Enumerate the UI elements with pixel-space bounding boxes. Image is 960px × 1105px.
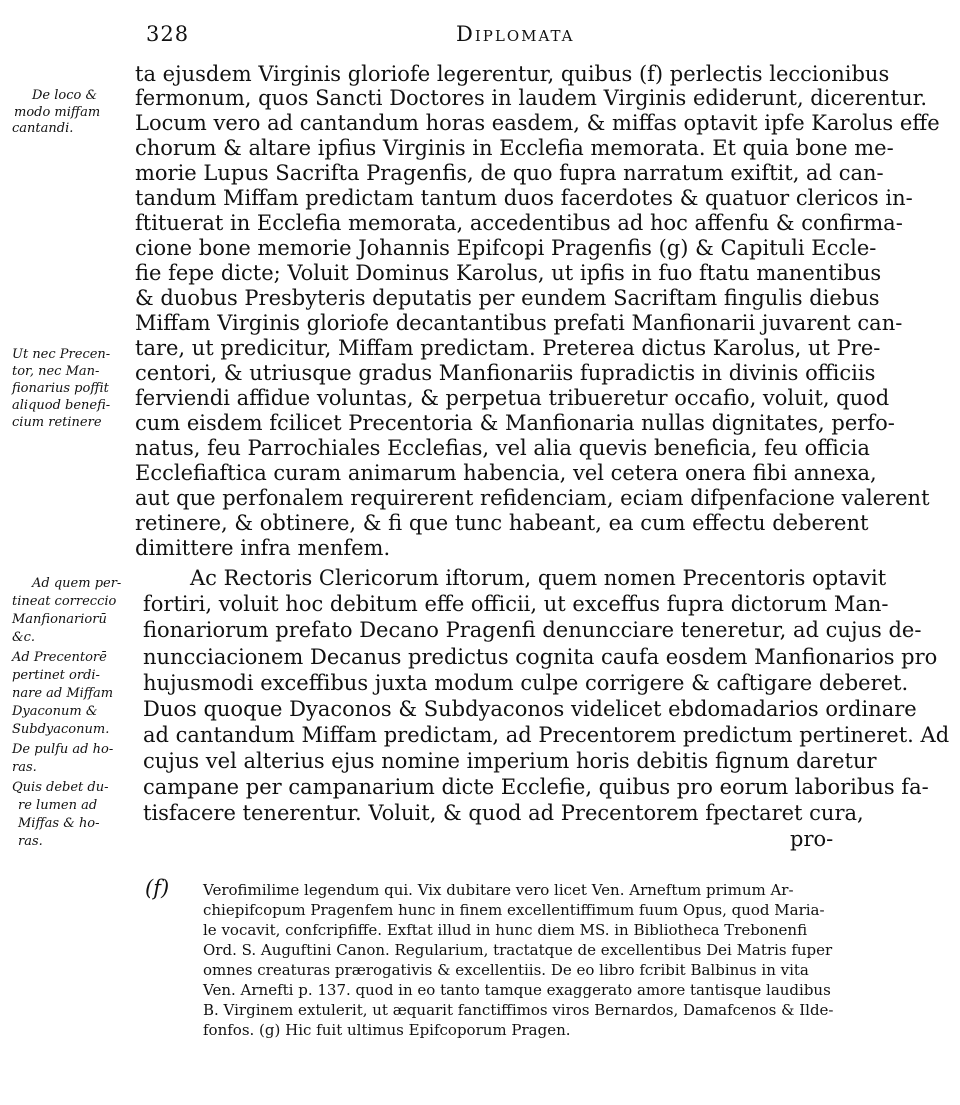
margin-note: De pulfu ad ho- — [12, 742, 114, 757]
text-line: chorum & altare ipfius Virginis in Ecclefia memorata. Et quia bone me- — [135, 136, 894, 160]
footnote-line: Verofimilime legendum qui. Vix dubitare vero licet Ven. Arneftum primum Ar- — [203, 881, 794, 899]
footnote-line: le vocavit, confcripfiffe. Exftat illud in hunc diem MS. in Bibliotheca Trebonenfi — [203, 921, 808, 939]
margin-note: Quis debet du- — [12, 780, 109, 795]
margin-note: tor, nec Man- — [12, 364, 100, 379]
margin-note: Subdyaconum. — [12, 722, 110, 737]
text-line: fionariorum prefato Decano Pragenfi denuncciare teneretur, ad cujus de- — [143, 618, 922, 642]
text-line: Ac Rectoris Clericorum iftorum, quem nomen Precentoris optavit — [190, 566, 887, 590]
margin-note: Miffas & ho- — [18, 816, 100, 831]
text-line: cujus vel alterius ejus nomine imperium horis debitis fignum daretur — [143, 749, 877, 773]
text-line: ftituerat in Ecclefia memorata, accedentibus ad hoc affenfu & confirma- — [135, 211, 903, 235]
text-line: fie fepe dicte; Voluit Dominus Karolus, ut ipfis in fuo ftatu manentibus — [135, 261, 882, 285]
margin-note: fionarius poffit — [12, 381, 109, 396]
text-line: natus, feu Parrochiales Ecclefias, vel alia quevis beneficia, feu officia — [135, 436, 870, 460]
footnotes — [0, 870, 960, 1070]
margin-note: tineat correccio — [12, 594, 117, 609]
text-line: tare, ut predicitur, Miffam predictam. Preterea dictus Karolus, ut Pre- — [135, 336, 881, 360]
text-line: campane per campanarium dicte Ecclefie, quibus pro eorum laboribus fa- — [143, 775, 929, 799]
margin-note: De loco & — [32, 88, 98, 103]
margin-note: cium retinere — [12, 415, 102, 430]
text-line: tandum Miffam predictam tantum duos facerdotes & quatuor clericos in- — [135, 186, 913, 210]
text-line: aut que perfonalem requirerent refidenciam, eciam difpenfacione valerent — [135, 486, 930, 510]
footnote-marker: (f) — [145, 876, 170, 900]
text-line: centori, & utriusque gradus Manfionariis fupradictis in divinis officiis — [135, 361, 876, 385]
text-line: Ecclefiaftica curam animarum habencia, vel cetera onera fibi annexa, — [135, 461, 877, 485]
text-line: tisfacere tenerentur. Voluit, & quod ad Precentorem fpectaret cura, — [143, 801, 864, 825]
margin-note: re lumen ad — [18, 798, 98, 813]
text-line: retinere, & obtinere, & fi que tunc habeant, ea cum effectu deberent — [135, 511, 869, 535]
text-line: & duobus Presbyteris deputatis per eundem Sacriftam fingulis diebus — [135, 286, 880, 310]
margin-note: Ad Precentorē — [12, 650, 107, 665]
running-head: Diplomata — [456, 22, 575, 46]
footnote-line: Ven. Arnefti p. 137. quod in eo tanto tamque exaggerato amore tantisque laudibus — [203, 981, 831, 999]
margin-note: modo miffam — [14, 105, 101, 120]
page-number: 328 — [146, 22, 190, 46]
text-line: Duos quoque Dyaconos & Subdyaconos videlicet ebdomadarios ordinare — [143, 697, 917, 721]
text-line: Miffam Virginis gloriofe decantantibus prefati Manfionarii juvarent can- — [135, 311, 903, 335]
margin-note: cantandi. — [12, 121, 74, 136]
margin-note: nare ad Miffam — [12, 686, 114, 701]
margin-note: Dyaconum & — [12, 704, 98, 719]
text-line: fermonum, quos Sancti Doctores in laudem Virginis ediderunt, dicerentur. — [135, 86, 928, 110]
text-line: cum eisdem fcilicet Precentoria & Manfionaria nullas dignitates, perfo- — [135, 411, 895, 435]
text-line: ad cantandum Miffam predictam, ad Precentorem predictum pertineret. Ad — [143, 723, 950, 747]
margin-note: Ad quem per- — [32, 576, 122, 591]
text-line: hujusmodi exceffibus juxta modum culpe corrigere & caftigare deberet. — [143, 671, 909, 695]
margin-note: Ut nec Precen- — [12, 347, 111, 362]
footnote-line: omnes creaturas prærogativis & excellentiis. De eo libro fcribit Balbinus in vita — [203, 961, 809, 979]
text-line: ferviendi affidue voluntas, & perpetua tribueretur occafio, voluit, quod — [135, 386, 890, 410]
catchword: pro- — [790, 827, 834, 851]
footnote-line: fonfos. (g) Hic fuit ultimus Epifcoporum Pragen. — [203, 1021, 571, 1039]
text-line: nuncciacionem Decanus predictus cognita caufa eosdem Manfionarios pro — [143, 645, 938, 669]
margin-note: Manfionariorū — [12, 612, 107, 627]
text-line: morie Lupus Sacrifta Pragenfis, de quo fupra narratum exiftit, ad can- — [135, 161, 884, 185]
margin-note: &c. — [12, 630, 35, 645]
text-line: fortiri, voluit hoc debitum effe officii, ut exceffus fupra dictorum Man- — [143, 592, 889, 616]
footnote-line: chiepifcopum Pragenfem hunc in finem excellentiffimum fuum Opus, quod Maria- — [203, 901, 825, 919]
margin-note: ras. — [18, 834, 43, 849]
text-line: ta ejusdem Virginis gloriofe legerentur, quibus (f) perlectis leccionibus — [135, 62, 890, 86]
footnote-line: Ord. S. Auguftini Canon. Regularium, tractatque de excellentibus Dei Matris fuper — [203, 941, 833, 959]
text-line: Locum vero ad cantandum horas easdem, & miffas optavit ipfe Karolus effe — [135, 111, 940, 135]
margin-note: pertinet ordi- — [12, 668, 100, 683]
margin-note: ras. — [12, 760, 37, 775]
text-line: cione bone memorie Johannis Epifcopi Pragenfis (g) & Capituli Eccle- — [135, 236, 877, 260]
footnote-line: B. Virginem extulerit, ut æquarit fanctiffimos viros Bernardos, Damafcenos & Ilde- — [203, 1001, 834, 1019]
margin-notes — [0, 0, 140, 900]
margin-note: aliquod benefi- — [12, 398, 111, 413]
text-line: dimittere infra menfem. — [135, 536, 391, 560]
